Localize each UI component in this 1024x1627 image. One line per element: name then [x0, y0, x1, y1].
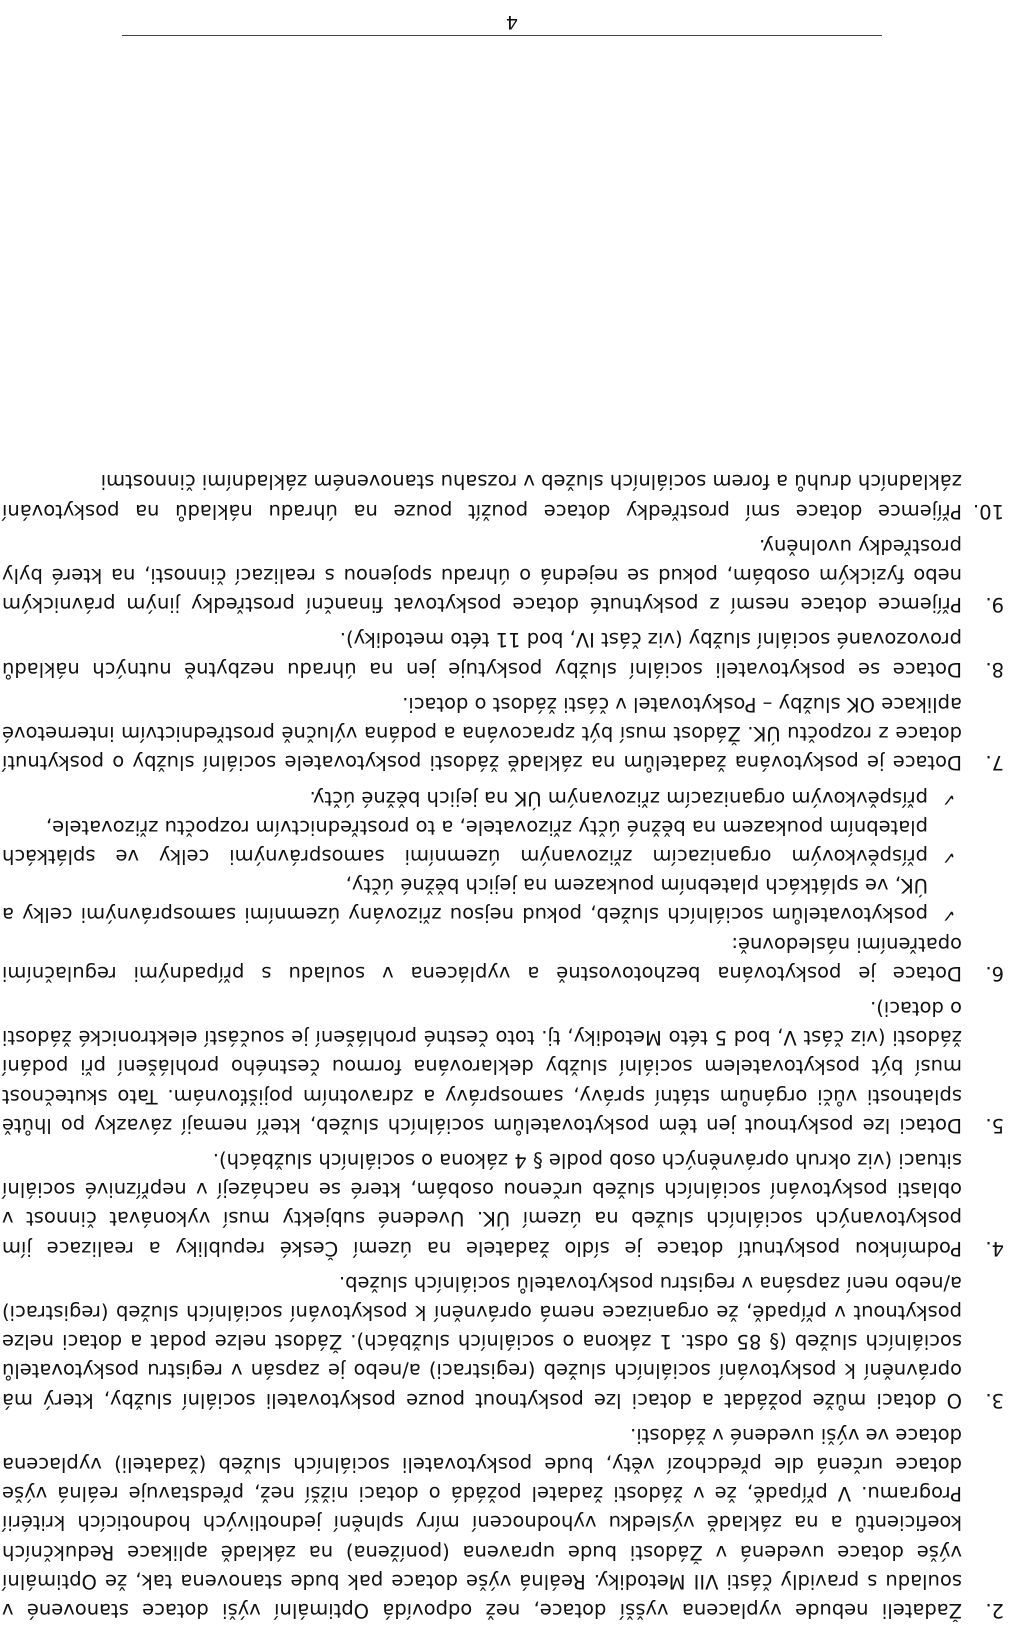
paragraph-number: 4.: [985, 1236, 1004, 1260]
paragraph-number: 6.: [985, 961, 1004, 985]
checkmark-icon: ✓: [941, 905, 956, 926]
bullet-item: [2, 783, 962, 812]
paragraph-item: [0, 625, 1004, 683]
paragraph-number: 3.: [985, 1388, 1004, 1412]
paragraph-text: Žadateli nebude vyplacena vyšší dotace, než odpovídá Optimální výši dotace stanovené v souladu s pravidly části VII Metodiky. Reálná výše dotace pak bude stanovena tak, že Optimální výše dotace uvedená v Žádosti bude upravena (ponížena) na základě aplikace Redukčních koeficientů a na základě výsledku vyhodnocení míry splnění jednotlivých hodnoticích kritérií Programu. V případě, že v žádosti žadatel požádá o dotaci nižší než, představuje reálná výše dotace určená dle předchozí věty, bude poskytovateli sociálních služeb (žadateli) vyplacena dotace ve výši uvedené v žádosti.: [2, 1423, 962, 1622]
checkmark-icon: ✓: [941, 788, 956, 809]
paragraph-item: [0, 1146, 1004, 1263]
page-footer: [0, 0, 1024, 40]
paragraph-item: [0, 783, 1004, 987]
bullet-text: příspěvkovým organizacím zřizovaným územními samosprávnými celky ve splátkách platebním poukazem na běžné účty zřizovatele, a to prostřednictvím rozpočtu zřizovatele,: [2, 815, 928, 868]
paragraph-item: [0, 532, 1004, 620]
checkmark-icon: ✓: [941, 846, 956, 867]
paragraph-text: Dotace je poskytována žadatelům na základě žádosti poskytovatele sociální služby o poskytnutí dotace z rozpočtu ÚK. Žádost musí být zpracována a podána výlučně prostřednictvím internetové aplikace OK služby – Poskytovatel v části žádost o dotaci.: [2, 692, 962, 775]
paragraph-item: [0, 994, 1004, 1140]
paragraph-number: 5.: [985, 1113, 1004, 1137]
paragraph-item: [0, 1269, 1004, 1415]
footer-divider: [122, 35, 882, 36]
paragraph-text: Podmínkou poskytnutí dotace je sídlo žadatele na území České republiky a realizace jím poskytovaných sociálních služeb na území ÚK. Uvedené subjekty musí vykonávat činnost v oblasti poskytování sociálních služeb určenou osobám, které se nacházejí v nepříznivé sociální situaci (viz okruh oprávněných osob podle § 4 zákona o sociálních službách).: [2, 1148, 962, 1260]
paragraph-text: Dotaci lze poskytnout jen těm poskytovatelům sociálních služeb, kteří nemají závazky po lhůtě splatnosti vůči orgánům státní správy, samosprávy a zdravotním pojišťovnám. Tato skutečnost musí být poskytovatelem sociální služby deklarována formou čestného prohlášení při podání žádosti (viz část V, bod 5 této Metodiky, tj. toto čestné prohlášení je součástí elektronické žádosti o dotaci).: [2, 996, 962, 1137]
paragraph-item: [0, 1421, 1004, 1625]
paragraph-number: 8.: [985, 657, 1004, 681]
paragraph-text: Příjemce dotace nesmí z poskytnuté dotace poskytovat finanční prostředky jiným právnickým nebo fyzickým osobám, pokud se nejedná o úhradu spojenou s realizací činnosti, na které byly prostředky uvolněny.: [2, 534, 962, 617]
bullet-text: příspěvkovým organizacím zřizovaným ÚK na jejich běžné účty.: [309, 786, 928, 810]
bullet-text: poskytovatelům sociálních služeb, pokud nejsou zřizovány územními samosprávnými celky a ÚK, ve splátkách platebním poukazem na jejich běžné účty,: [2, 874, 928, 927]
page-number: 4: [505, 11, 519, 33]
bullet-list: [2, 783, 962, 929]
paragraph-text: O dotaci může požádat a dotaci lze poskytnout pouze poskytovateli sociální služby, který má oprávnění k poskytování sociálních služeb (registraci) a/nebo je zapsán v registru poskytovatelů sociálních služeb (§ 85 odst. 1 zákona o sociálních službách). Žádost nelze podat a dotaci nelze poskytnout v případě, že organizace nemá oprávnění k poskytování sociálních služeb (registraci) a/nebo není zapsána v registru poskytovatelů sociálních služeb.: [2, 1271, 962, 1412]
paragraph-text: Dotace je poskytována bezhotovostně a vyplácena v souladu s případnými regulačními opatřeními následovně:: [2, 932, 962, 985]
paragraph-number: 2.: [985, 1599, 1004, 1622]
paragraph-item: [0, 690, 1004, 778]
bullet-item: [2, 813, 962, 871]
bullet-item: [2, 871, 962, 929]
numbered-paragraph-list: [0, 467, 1004, 1625]
paragraph-number: 10.: [972, 499, 1004, 523]
paragraph-text: Příjemce dotace smí prostředky dotace použít pouze na úhradu nákladů na poskytování základních druhů a forem sociálních služeb v rozsahu stanoveném základními činnostmi: [2, 470, 962, 523]
paragraph-body: [2, 783, 962, 987]
paragraph-number: 7.: [985, 751, 1004, 775]
paragraph-number: 9.: [985, 593, 1004, 617]
paragraph-item: [0, 467, 1004, 525]
paragraph-text: Dotace se poskytovateli sociální služby poskytuje jen na úhradu nezbytně nutných nákladů provozované sociální služby (viz část IV, bod 11 této metodiky).: [2, 628, 962, 681]
